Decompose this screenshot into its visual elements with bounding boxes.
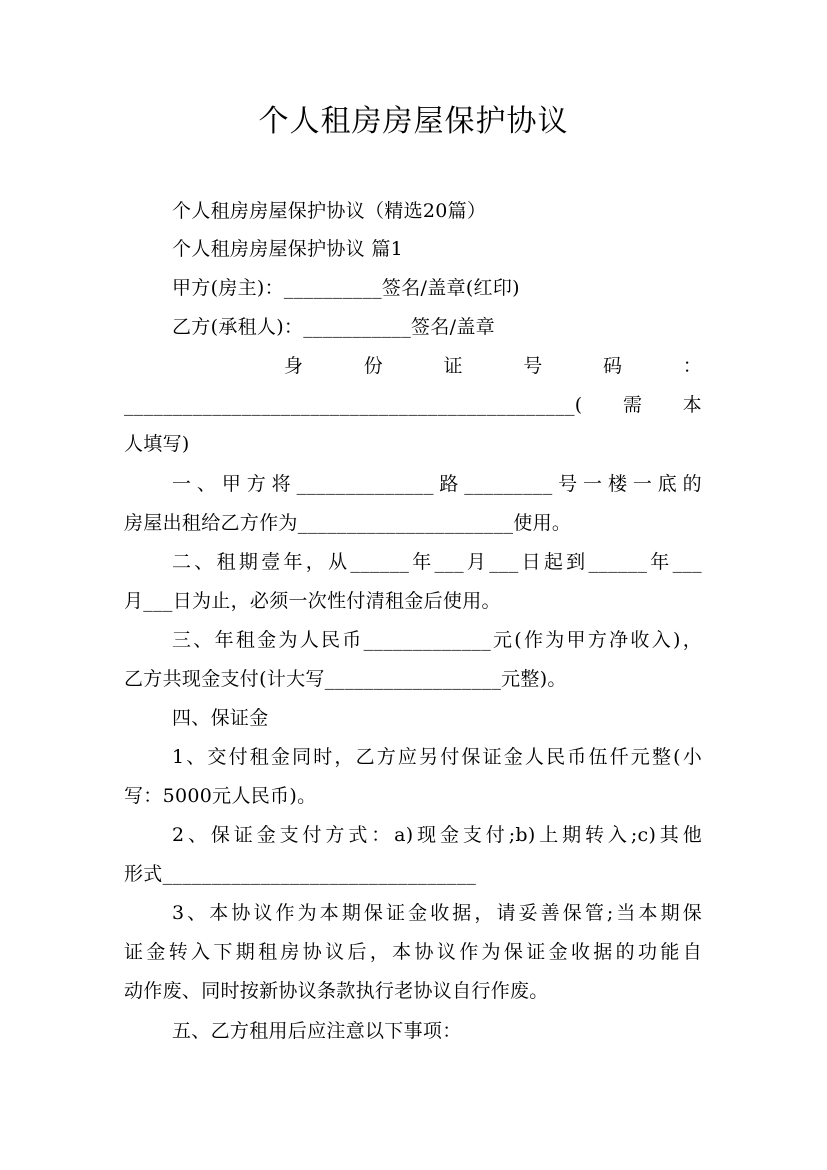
deposit-item-1: 1、交付租金同时，乙方应另付保证金人民币伍仟元整(小 xyxy=(172,746,702,768)
party-a-line: 甲方(房主)：__________签名/盖章(红印) xyxy=(172,277,520,299)
paragraph-line: 人填写) xyxy=(124,433,190,455)
deposit-item-2-cont: 形式________________________________ xyxy=(124,863,477,885)
party-b-line: 乙方(承租人)：___________签名/盖章 xyxy=(172,316,495,338)
id-number-blank: ______________________________________________(需本 xyxy=(124,394,702,416)
section-heading: 个人租房房屋保护协议 篇1 xyxy=(172,238,404,260)
clause-3: 三、年租金为人民币_____________元(作为甲方净收入)， xyxy=(172,629,702,651)
deposit-item-3-end: 动作废、同时按新协议条款执行老协议自行作废。 xyxy=(124,980,549,1002)
deposit-item-2: 2、保证金支付方式：a)现金支付;b)上期转入;c)其他 xyxy=(172,824,702,846)
clause-2-cont: 月___日为止，必须一次性付清租金后使用。 xyxy=(124,590,501,612)
deposit-item-1-cont: 写：5000元人民币)。 xyxy=(124,785,317,807)
clause-1-cont: 房屋出租给乙方作为______________________使用。 xyxy=(124,512,572,534)
clause-4-heading: 四、保证金 xyxy=(172,707,269,729)
clause-2: 二、租期壹年，从______年___月___日起到______年___ xyxy=(172,551,702,573)
deposit-item-3: 3、本协议作为本期保证金收据，请妥善保管;当本期保 xyxy=(172,902,702,924)
subtitle: 个人租房房屋保护协议（精选20篇） xyxy=(172,200,487,222)
clause-5-heading: 五、乙方租用后应注意以下事项： xyxy=(172,1020,462,1042)
clause-3-cont: 乙方共现金支付(计大写__________________元整)。 xyxy=(124,668,567,690)
id-number-label: 身 份 证 号 码 ： xyxy=(284,355,702,377)
deposit-item-3-cont: 证金转入下期租房协议后，本协议作为保证金收据的功能自 xyxy=(124,941,702,963)
clause-1: 一、甲方将______________路_________号一楼一底的 xyxy=(172,473,702,495)
document-title: 个人租房房屋保护协议 xyxy=(258,104,569,139)
